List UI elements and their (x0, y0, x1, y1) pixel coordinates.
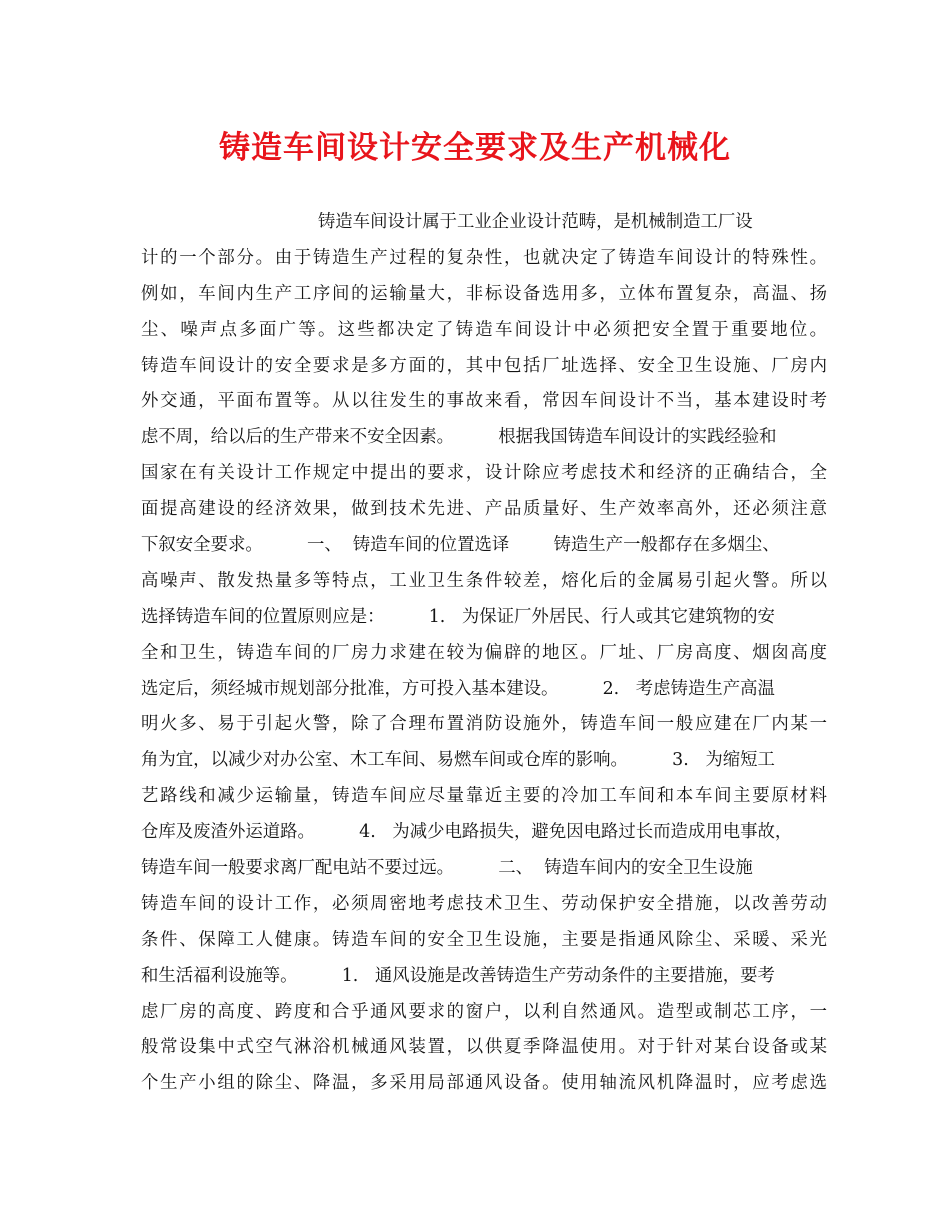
body-line: 虑厂房的高度、跨度和合乎通风要求的窗户，以利自然通风。造型或制芯工序，一 (141, 1001, 827, 1022)
document-title: 铸造车间设计安全要求及生产机械化 (219, 130, 731, 166)
body-line: 选定后，须经城市规划部分批准，方可投入基本建设。 2. 考虑铸造生产高温 (141, 678, 775, 699)
body-line: 仓库及废渣外运道路。 4. 为减少电路损失，避免因电路过长而造成用电事故， (141, 822, 793, 843)
body-line: 尘、噪声点多面广等。这些都决定了铸造车间设计中必须把安全置于重要地位。 (141, 319, 827, 340)
body-line: 外交通，平面布置等。从以往发生的事故来看，常因车间设计不当，基本建设时考 (141, 391, 827, 412)
body-line: 和生活福利设施等。 1. 通风设施是改善铸造生产劳动条件的主要措施，要考 (141, 965, 775, 986)
body-line: 艺路线和减少运输量，铸造车间应尽量靠近主要的冷加工车间和本车间主要原材料 (141, 786, 827, 807)
body-line: 铸造车间设计属于工业企业设计范畴，是机械制造工厂设 (141, 212, 753, 232)
body-line: 般常设集中式空气淋浴机械通风装置，以供夏季降温使用。对于针对某台设备或某 (141, 1037, 827, 1058)
body-line: 角为宜，以减少对办公室、木工车间、易燃车间或仓库的影响。 3. 为缩短工 (141, 750, 775, 771)
body-line: 面提高建设的经济效果，做到技术先进、产品质量好、生产效率高外，还必须注意 (141, 499, 827, 520)
body-line: 明火多、易于引起火警，除了合理布置消防设施外，铸造车间一般应建在厂内某一 (141, 714, 827, 735)
body-line: 铸造车间设计的安全要求是多方面的，其中包括厂址选择、安全卫生设施、厂房内 (141, 355, 827, 376)
body-line: 虑不周，给以后的生产带来不安全因素。 根据我国铸造车间设计的实践经验和 (141, 427, 777, 448)
body-line: 条件、保障工人健康。铸造车间的安全卫生设施，主要是指通风除尘、采暖、采光 (141, 929, 827, 950)
body-line: 选择铸造车间的位置原则应是： 1. 为保证厂外居民、行人或其它建筑物的安 (141, 606, 775, 627)
document-body (141, 205, 827, 1102)
body-line: 全和卫生，铸造车间的厂房力求建在较为偏辟的地区。厂址、厂房高度、烟囱高度 (141, 642, 827, 663)
body-line: 下叙安全要求。 一、 铸造车间的位置选译 铸造生产一般都存在多烟尘、 (141, 535, 780, 556)
body-line: 例如，车间内生产工序间的运输量大，非标设备选用多，立体布置复杂，高温、扬 (141, 283, 827, 304)
body-line: 计的一个部分。由于铸造生产过程的复杂性，也就决定了铸造车间设计的特殊性。 (141, 247, 827, 268)
body-line: 铸造车间的设计工作，必须周密地考虑技术卫生、劳动保护安全措施，以改善劳动 (141, 893, 827, 914)
body-line: 国家在有关设计工作规定中提出的要求，设计除应考虑技术和经济的正确结合，全 (141, 463, 827, 484)
body-line: 高噪声、散发热量多等特点，工业卫生条件较差，熔化后的金属易引起火警。所以 (141, 570, 827, 591)
body-line: 个生产小组的除尘、降温，多采用局部通风设备。使用轴流风机降温时，应考虑选 (141, 1073, 827, 1094)
body-line: 铸造车间一般要求离厂配电站不要过远。 二、 铸造车间内的安全卫生设施 (141, 858, 753, 879)
